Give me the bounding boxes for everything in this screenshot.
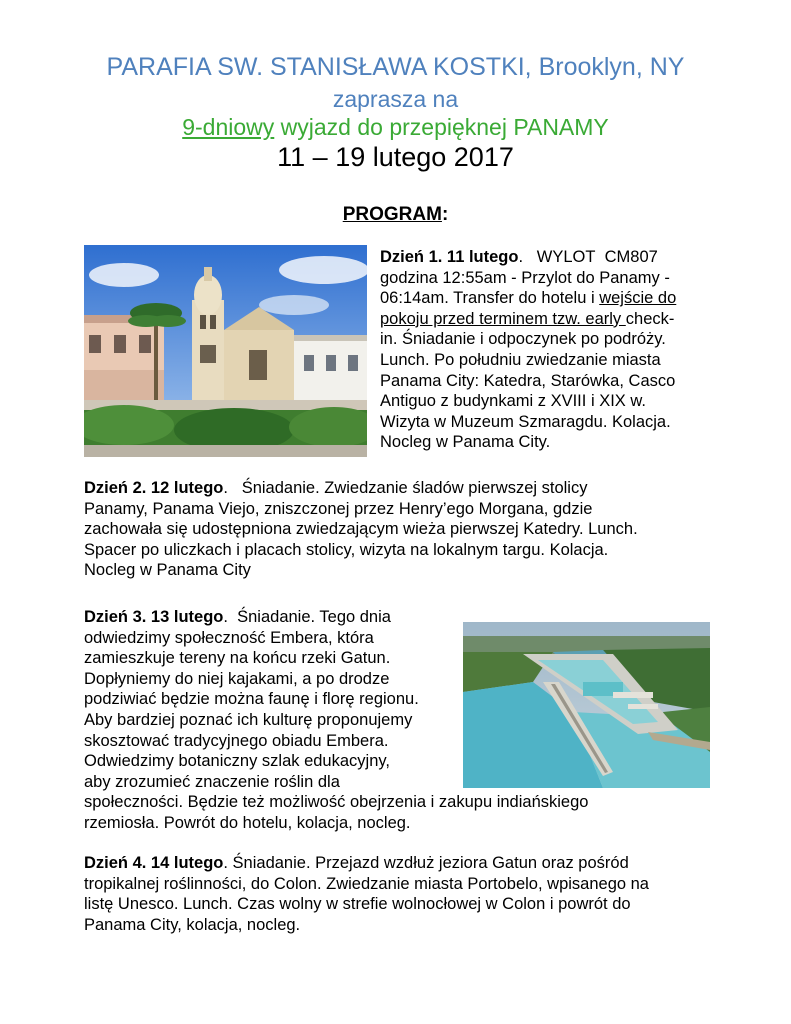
- day-3-line: skosztować tradycyjnego obiadu Embera.: [84, 731, 389, 750]
- day-3-line: podziwiać będzie można faunę i florę regionu.: [84, 690, 419, 709]
- day-2-line: Panamy, Panama Viejo, zniszczonej przez Henry’ego Morgana, gdzie: [84, 499, 593, 518]
- day-4-title: Dzień 4. 14 lutego: [84, 854, 224, 872]
- program-heading: [0, 203, 791, 227]
- day-4-line: Panama City, kolacja, nocleg.: [84, 915, 301, 934]
- day-3-line: Aby bardziej poznać ich kulturę proponujemy: [84, 710, 413, 729]
- day-3-line: zamieszkuje tereny na końcu rzeki Gatun.: [84, 649, 391, 668]
- parish-name: PARAFIA SW. STANISŁAWA KOSTKI, Brooklyn, NY: [106, 53, 685, 81]
- day-1-line: Dzień 1. 11 lutego. WYLOT CM807: [380, 248, 658, 266]
- day-1-line: Wizyta w Muzeum Szmaragdu. Kolacja.: [380, 412, 671, 431]
- trip-line: [0, 113, 791, 141]
- day-1-line: pokoju przed terminem tzw. early check-: [380, 309, 675, 328]
- day-3-line: Dopłyniemy do niej kajakami, a po drodze: [84, 669, 390, 688]
- invites-line: zaprasza na: [332, 86, 459, 112]
- day-3-line: aby zrozumieć znaczenie roślin dla: [84, 772, 340, 791]
- day-1-line: Panama City: Katedra, Starówka, Casco: [380, 371, 676, 390]
- day-3-line: odwiedzimy społeczność Embera, która: [84, 628, 374, 647]
- day-2-text: [84, 478, 638, 581]
- day-3-title: Dzień 3. 13 lutego: [84, 608, 224, 626]
- day-1-line: Antiguo z budynkami z XVIII i XIX w.: [380, 392, 646, 411]
- church-photo: [84, 245, 367, 457]
- day-3-line: rzemiosła. Powrót do hotelu, kolacja, nocleg.: [84, 813, 411, 832]
- trip-description: wyjazd do przepięknej PANAMY: [274, 114, 609, 140]
- day-1-text: [380, 247, 676, 453]
- day-2-title: Dzień 2. 12 lutego: [84, 479, 224, 497]
- day-3-line: Dzień 3. 13 lutego. Śniadanie. Tego dnia: [84, 608, 391, 626]
- day-3-line: społeczności. Będzie też możliwość obejrzenia i zakupu indiańskiego: [84, 793, 589, 812]
- day-1-line: in. Śniadanie i odpoczynek po podróży.: [380, 330, 666, 349]
- day-2-line: zachowała się udostępniona zwiedzającym wieża pierwszej Katedry. Lunch.: [84, 520, 638, 539]
- day-4-line: listę Unesco. Lunch. Czas wolny w strefie wolnocłowej w Colon i powrót do: [84, 895, 631, 914]
- day-4-text: [84, 853, 649, 935]
- trip-dates: 11 – 19 lutego 2017: [277, 142, 514, 172]
- day-2-line: Dzień 2. 12 lutego. Śniadanie. Zwiedzanie śladów pierwszej stolicy: [84, 479, 588, 497]
- day-3-text: [84, 607, 588, 834]
- day-1-line: godzina 12:55am - Przylot do Panamy -: [380, 268, 670, 287]
- day-1-line: Lunch. Po południu zwiedzanie miasta: [380, 350, 661, 369]
- program-label: PROGRAM: [342, 204, 442, 225]
- trip-duration: 9-dniowy: [182, 114, 275, 140]
- day-4-line: tropikalnej roślinności, do Colon. Zwiedzanie miasta Portobelo, wpisanego na: [84, 874, 649, 893]
- program-colon: :: [441, 204, 449, 225]
- day-1-title: Dzień 1. 11 lutego: [380, 248, 519, 266]
- day-1-line: Nocleg w Panama City.: [380, 433, 551, 452]
- day-4-line: Dzień 4. 14 lutego. Śniadanie. Przejazd wzdłuż jeziora Gatun oraz pośród: [84, 854, 629, 872]
- day-1-line: 06:14am. Transfer do hotelu i wejście do: [380, 289, 677, 308]
- day-2-line: Nocleg w Panama City: [84, 561, 251, 580]
- day-2-line: Spacer po uliczkach i placach stolicy, wizyta na lokalnym targu. Kolacja.: [84, 540, 609, 559]
- day-3-line: Odwiedzimy botaniczny szlak edukacyjny,: [84, 752, 390, 771]
